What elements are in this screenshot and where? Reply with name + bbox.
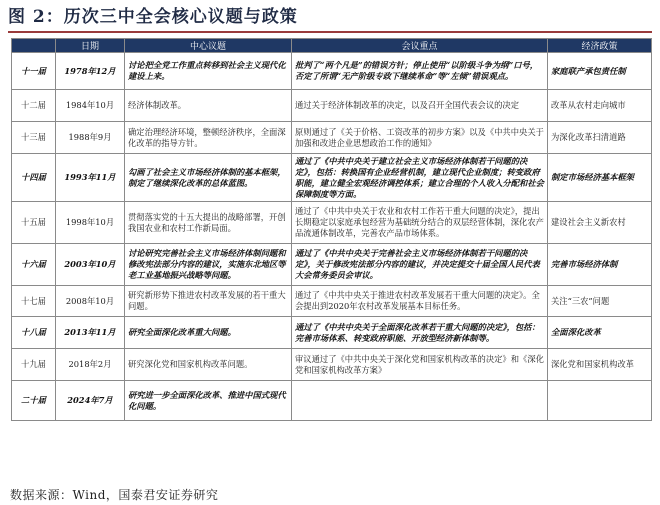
table-row — [12, 244, 652, 286]
topic-cell: 研究进一步全面深化改革、推进中国式现代化问题。 — [125, 381, 292, 421]
focus-cell: 通过关于经济体制改革的决定，以及召开全国代表会议的决定 — [292, 90, 548, 122]
date-cell: 2013年11月 — [56, 317, 125, 349]
date-cell: 1993年11月 — [56, 154, 125, 202]
date-cell: 1978年12月 — [56, 53, 125, 90]
header-session — [12, 39, 56, 53]
focus-cell: 通过了《中共中央关于推进农村改革发展若干重大问题的决定》。全会提出到2020年农村改革发展基本目标任务。 — [292, 286, 548, 317]
focus-cell: 通过了《中共中央关于完善社会主义市场经济体制若干问题的决定》，关于修改宪法部分内容的建议，并决定提交十届全国人民代表大会常务委员会审议。 — [292, 244, 548, 286]
session-cell: 十二届 — [12, 90, 56, 122]
table-row — [12, 122, 652, 154]
table-row — [12, 90, 652, 122]
topic-cell: 经济体制改革。 — [125, 90, 292, 122]
session-cell: 二十届 — [12, 381, 56, 421]
session-cell: 十六届 — [12, 244, 56, 286]
session-cell: 十七届 — [12, 286, 56, 317]
topic-cell: 确定治理经济环境，整顿经济秩序，全面深化改革的指导方针。 — [125, 122, 292, 154]
session-cell: 十九届 — [12, 349, 56, 381]
policy-cell: 建设社会主义新农村 — [548, 202, 652, 244]
topic-cell: 研究深化党和国家机构改革问题。 — [125, 349, 292, 381]
date-cell: 1998年10月 — [56, 202, 125, 244]
focus-cell: 原则通过了《关于价格、工资改革的初步方案》以及《中共中央关于加强和改进企业思想政治工作的通知》 — [292, 122, 548, 154]
policy-cell: 关注“三农”问题 — [548, 286, 652, 317]
focus-cell: 通过了《中共中央关于全面深化改革若干重大问题的决定》，包括：完善市场体系、转变政府职能、开放型经济新体制等。 — [292, 317, 548, 349]
header-focus: 会议重点 — [292, 39, 548, 53]
sessions-table — [11, 38, 652, 421]
session-cell: 十一届 — [12, 53, 56, 90]
date-cell: 1984年10月 — [56, 90, 125, 122]
topic-cell: 研究全面深化改革重大问题。 — [125, 317, 292, 349]
title-rule — [8, 31, 652, 33]
table-row — [12, 202, 652, 244]
header-topic: 中心议题 — [125, 39, 292, 53]
date-cell: 1988年9月 — [56, 122, 125, 154]
policy-cell: 改革从农村走向城市 — [548, 90, 652, 122]
table-row — [12, 53, 652, 90]
focus-cell: 通过了《中共中央关于农业和农村工作若干重大问题的决定》，提出长期稳定以家庭承包经营为基础统分结合的双层经营体制，深化农产品流通体制改革，完善农产品市场体系。 — [292, 202, 548, 244]
focus-cell: 审议通过了《中共中央关于深化党和国家机构改革的决定》和《深化党和国家机构改革方案》 — [292, 349, 548, 381]
focus-cell: 通过了《中共中央关于建立社会主义市场经济体制若干问题的决定》，包括：转换国有企业经营机制，建立现代企业制度；转变政府职能，建立健全宏观经济调控体系；建立合理的个人收入分配和社会保障制度等方面。 — [292, 154, 548, 202]
policy-cell: 家庭联产承包责任制 — [548, 53, 652, 90]
policy-cell: 全面深化改革 — [548, 317, 652, 349]
policy-cell: 制定市场经济基本框架 — [548, 154, 652, 202]
table-row — [12, 286, 652, 317]
policy-cell: 为深化改革扫清道路 — [548, 122, 652, 154]
topic-cell: 讨论把全党工作重点转移到社会主义现代化建设上来。 — [125, 53, 292, 90]
session-cell: 十五届 — [12, 202, 56, 244]
focus-cell — [292, 381, 548, 421]
source-note: 数据来源：Wind，国泰君安证券研究 — [10, 488, 219, 502]
focus-cell: 批判了“两个凡是”的错误方针；停止使用“以阶级斗争为纲”口号，否定了所谓“无产阶级专政下继续革命”等“左倾”错误观点。 — [292, 53, 548, 90]
table-row — [12, 317, 652, 349]
date-cell: 2024年7月 — [56, 381, 125, 421]
session-cell: 十八届 — [12, 317, 56, 349]
table-row — [12, 349, 652, 381]
date-cell: 2018年2月 — [56, 349, 125, 381]
policy-cell: 深化党和国家机构改革 — [548, 349, 652, 381]
header-date: 日期 — [56, 39, 125, 53]
policy-cell — [548, 381, 652, 421]
header-policy: 经济政策 — [548, 39, 652, 53]
date-cell: 2003年10月 — [56, 244, 125, 286]
topic-cell: 研究新形势下推进农村改革发展的若干重大问题。 — [125, 286, 292, 317]
topic-cell: 讨论研究完善社会主义市场经济体制问题和修改宪法部分内容的建议，实施东北地区等老工业基地振兴战略等问题。 — [125, 244, 292, 286]
policy-cell: 完善市场经济体制 — [548, 244, 652, 286]
figure-title: 图 2：历次三中全会核心议题与政策 — [8, 7, 298, 27]
date-cell: 2008年10月 — [56, 286, 125, 317]
table-row — [12, 154, 652, 202]
table-header-row — [12, 39, 652, 53]
topic-cell: 勾画了社会主义市场经济体制的基本框架，制定了继续深化改革的总体蓝图。 — [125, 154, 292, 202]
table-row — [12, 381, 652, 421]
topic-cell: 贯彻落实党的十五大提出的战略部署，开创我国农业和农村工作新局面。 — [125, 202, 292, 244]
session-cell: 十三届 — [12, 122, 56, 154]
session-cell: 十四届 — [12, 154, 56, 202]
